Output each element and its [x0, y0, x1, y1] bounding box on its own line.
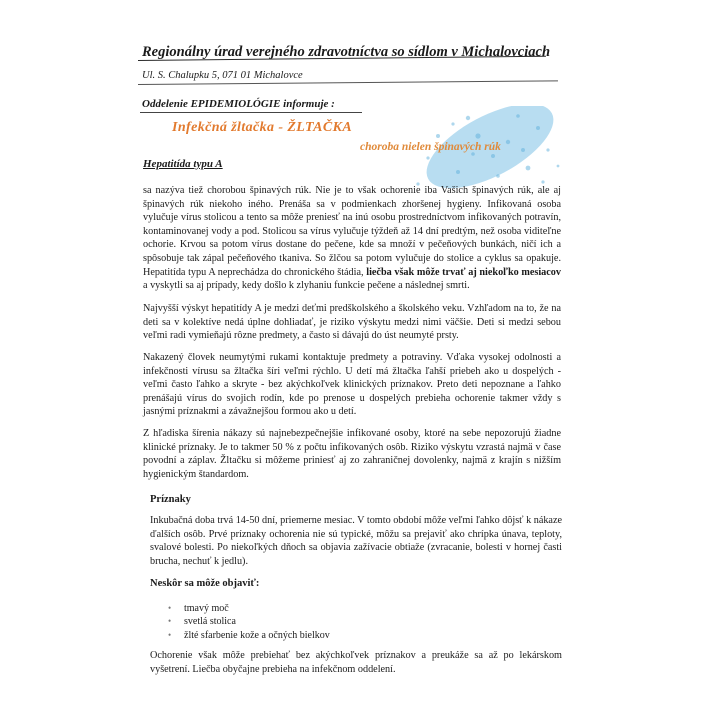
- title-subtitle: choroba nielen špinavých rúk: [360, 141, 501, 153]
- paragraph-transmission: Nakazený človek neumytými rukami kontaktuje predmety a potraviny. Vďaka vysokej odolnosti a infekčnosti vírusu sa žltačka šíri veľmi rýchlo. U detí má žltačka ľahší priebeh ako u dospelých - veľmi často ľahko a skryte - bez akýchkoľvek klinických príznakov. Preto deti nepoznane a ľahko prenášajú vírus do svojich rodín, kde po prenose u dospelých prebieha ochorenie takmer vždy s jasnými príznakmi a závažnejšou formou ako u detí.: [143, 352, 561, 418]
- paragraph-incubation: Inkubačná doba trvá 14-50 dní, priemerne mesiac. V tomto období môže veľmi ľahko dôjsť k nákaze ďalších osôb. Prvé príznaky ochorenia nie sú typické, môžu sa prejaviť ako chrípka únava, teploty, svalové bolesti. Po niekoľkých dňoch sa objavia zažívacie obtiaže (zvracanie, bolesti v hornej časti brucha, nechuť k jedlu).: [150, 515, 563, 567]
- list-item: [168, 615, 330, 628]
- list-item: [168, 629, 330, 642]
- paragraph-risk: Z hľadiska šírenia nákazy sú najnebezpečnejšie infikované osoby, ktoré na sebe nepozorujú žiadne klinické príznaky. Je to takmer 50 % z počtu infikovaných osôb. Riziko výskytu vzrastá najmä v čase povodní a záplav. Žltačku si môžeme priniesť aj zo zahraničnej dovolenky, najmä z krajín s nižším hygienickým štandardom.: [143, 428, 561, 480]
- title-main: Infekčná žltačka - ŽLTAČKA: [172, 120, 353, 135]
- paragraph-intro-part1: sa nazýva tiež chorobou špinavých rúk. Nie je to však ochorenie iba Vašich špinavých rúk, ale aj špinavých rúk niekoho iného. Prenáša sa v podmienkach zhoršenej hygieny. Infikovaná osoba vylučuje vírus stolicou a tento sa môže preniesť na inú osobu prostredníctvom infikovaných potravín, kontaminovanej vody a pod. Stolicou sa vírus vylučuje týždeň až 14 dní predtým, než osoba viditeľne ochorie. Krvou sa potom vírus dostane do pečene, kde sa množí v pečeňových bunkách, ničí ich a spôsobuje tak zápal pečeňového tkaniva. So žlčou sa potom vylučuje do stolice a cyklus sa opakuje. Hepatitída typu A neprechádza do chronického štádia,: [143, 185, 561, 278]
- paragraph-intro: [143, 184, 561, 293]
- bullet-icon: •: [168, 616, 172, 627]
- symptom-text: tmavý moč: [184, 603, 229, 614]
- paragraph-children: Najvyšší výskyt hepatitídy A je medzi deťmi predškolského a školského veku. Vzhľadom na to, že na deti sa v kolektíve nedá úplne dohliadať, je riziko výskytu medzi nimi väčšie. Deti si medzi sebou veľmi radi vymieňajú rôzne predmety, a často si dávajú do úst neumyté prsty.: [143, 303, 561, 342]
- heading-hepatitis-a: Hepatitída typu A: [143, 158, 223, 170]
- section-heading-symptoms: Príznaky: [150, 494, 191, 505]
- list-item: [168, 602, 330, 615]
- department-rule: [140, 112, 362, 113]
- office-address: Ul. S. Chalupku 5, 071 01 Michalovce: [142, 70, 303, 81]
- bullet-icon: •: [168, 629, 172, 640]
- office-name: Regionálny úrad verejného zdravotníctva so sídlom v Michalovciach: [142, 44, 551, 60]
- symptom-text: žlté sfarbenie kože a očných bielkov: [184, 629, 330, 641]
- paragraph-treatment: Ochorenie však môže prebiehať bez akýchkoľvek príznakov a preukáže sa až po lekárskom vyšetrení. Liečba obyčajne prebieha na infekčnom oddelení.: [150, 650, 562, 675]
- symptom-text: svetlá stolica: [184, 616, 236, 628]
- bullet-icon: •: [168, 603, 172, 613]
- header-rule-secondary: [138, 80, 558, 85]
- symptoms-list: [168, 602, 330, 642]
- section-heading-later: Neskôr sa môže objaviť:: [150, 578, 260, 589]
- department-line: Oddelenie EPIDEMIOLÓGIE informuje :: [142, 98, 335, 110]
- paragraph-intro-bold: liečba však môže trvať aj niekoľko mesiacov: [366, 266, 561, 278]
- paragraph-intro-part2: a vyskytli sa aj prípady, kedy došlo k zlyhaniu funkcie pečene a následnej smrti.: [143, 280, 470, 292]
